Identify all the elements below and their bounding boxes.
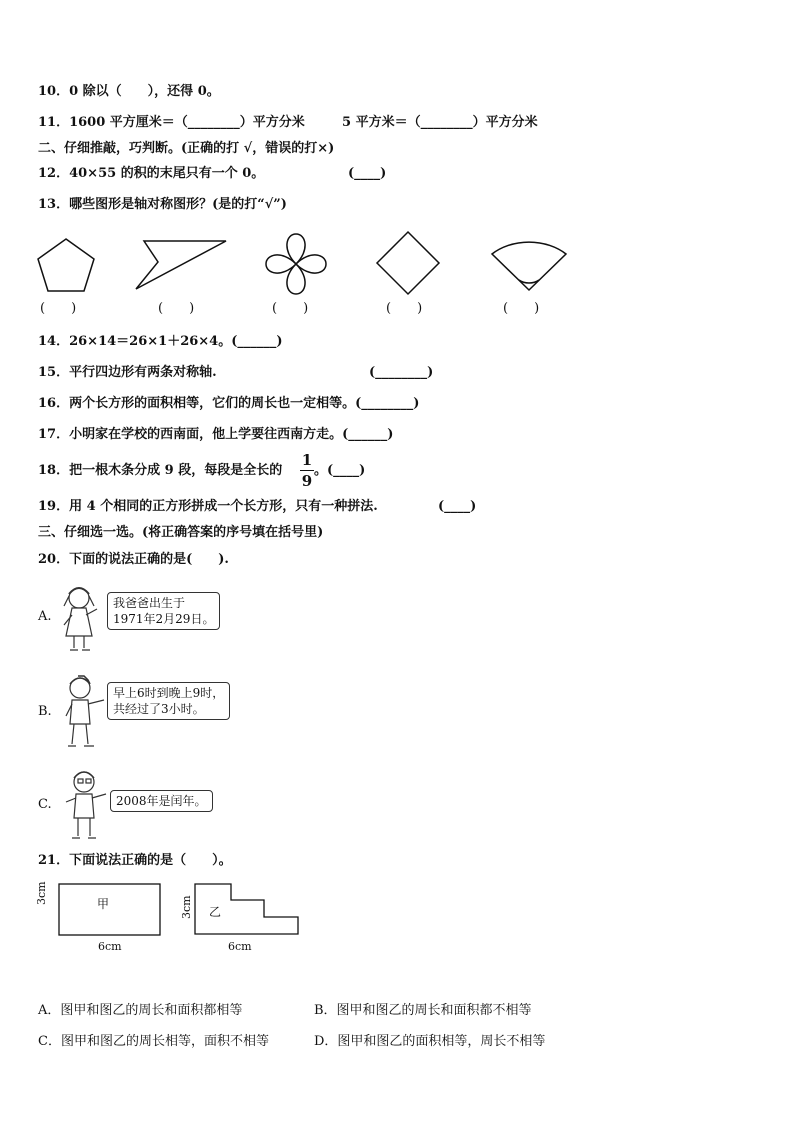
fraction-denominator: 9 <box>301 472 313 490</box>
question-15: 15．平行四边形有两条对称轴. <box>38 365 217 380</box>
option-b-label[interactable]: B. <box>38 704 52 719</box>
question-13: 13．哪些图形是轴对称图形？(是的打“√”) <box>38 197 287 212</box>
shape-3-answer[interactable]: ( ) <box>272 301 309 316</box>
figure-jia-label: 甲 <box>97 897 110 911</box>
question-11-part-b: 5 平方米＝（________）平方分米 <box>342 115 538 130</box>
figure-jia-height: 3cm <box>35 881 48 905</box>
speech-c-line1: 2008年是闰年。 <box>116 794 207 808</box>
option-c-label[interactable]: C. <box>38 797 52 812</box>
shape-2-answer[interactable]: ( ) <box>158 301 195 316</box>
figure-yi-label: 乙 <box>209 905 222 919</box>
shape-4-answer[interactable]: ( ) <box>386 301 423 316</box>
question-20: 20．下面的说法正确的是( ). <box>38 552 229 567</box>
question-11-part-a: 11．1600 平方厘米＝（________）平方分米 <box>38 115 305 130</box>
question-18-answer[interactable]: 。(____) <box>314 463 366 478</box>
choice-a[interactable]: A．图甲和图乙的周长和面积都相等 <box>38 1003 243 1018</box>
question-19: 19．用 4 个相同的正方形拼成一个长方形，只有一种拼法. <box>38 499 378 514</box>
fraction-numerator: 1 <box>301 451 313 469</box>
section-2-heading: 二、仔细推敲，巧判断。(正确的打 √，错误的打×) <box>38 141 335 156</box>
choice-b[interactable]: B．图甲和图乙的周长和面积都不相等 <box>314 1003 532 1018</box>
question-14: 14．26×14＝26×1＋26×4。(______) <box>38 334 283 349</box>
shape-1-answer[interactable]: ( ) <box>40 301 77 316</box>
question-21: 21．下面说法正确的是（ ）。 <box>38 853 232 868</box>
figure-jia-width: 6cm <box>98 940 122 953</box>
option-a-label[interactable]: A. <box>38 609 52 624</box>
section-3-heading: 三、仔细选一选。(将正确答案的序号填在括号里) <box>38 525 324 540</box>
shape-5-answer[interactable]: ( ) <box>503 301 540 316</box>
figure-jia-rect <box>59 884 160 935</box>
question-18: 18．把一根木条分成 9 段，每段是全长的 <box>38 463 283 478</box>
speech-a-line2: 1971年2月29日。 <box>113 612 215 626</box>
question-12-answer[interactable]: (____) <box>348 166 387 181</box>
question-15-answer[interactable]: (________) <box>369 365 434 380</box>
speech-b-line1: 早上6时到晚上9时， <box>113 686 225 700</box>
question-10: 10．0 除以（ ），还得 0。 <box>38 84 220 99</box>
question-17: 17．小明家在学校的西南面，他上学要往西南方走。(______) <box>38 427 394 442</box>
question-12: 12．40×55 的积的末尾只有一个 0。 <box>38 166 265 181</box>
figure-yi-width: 6cm <box>228 940 252 953</box>
speech-a-line1: 我爸爸出生于 <box>113 596 186 610</box>
question-19-answer[interactable]: (____) <box>438 499 477 514</box>
figure-yi-height: 3cm <box>180 895 193 919</box>
question-16: 16．两个长方形的面积相等，它们的周长也一定相等。(________) <box>38 396 420 411</box>
choice-d[interactable]: D．图甲和图乙的面积相等，周长不相等 <box>314 1034 546 1049</box>
speech-b-line2: 共经过了3小时。 <box>113 702 205 716</box>
choice-c[interactable]: C．图甲和图乙的周长相等，面积不相等 <box>38 1034 269 1049</box>
